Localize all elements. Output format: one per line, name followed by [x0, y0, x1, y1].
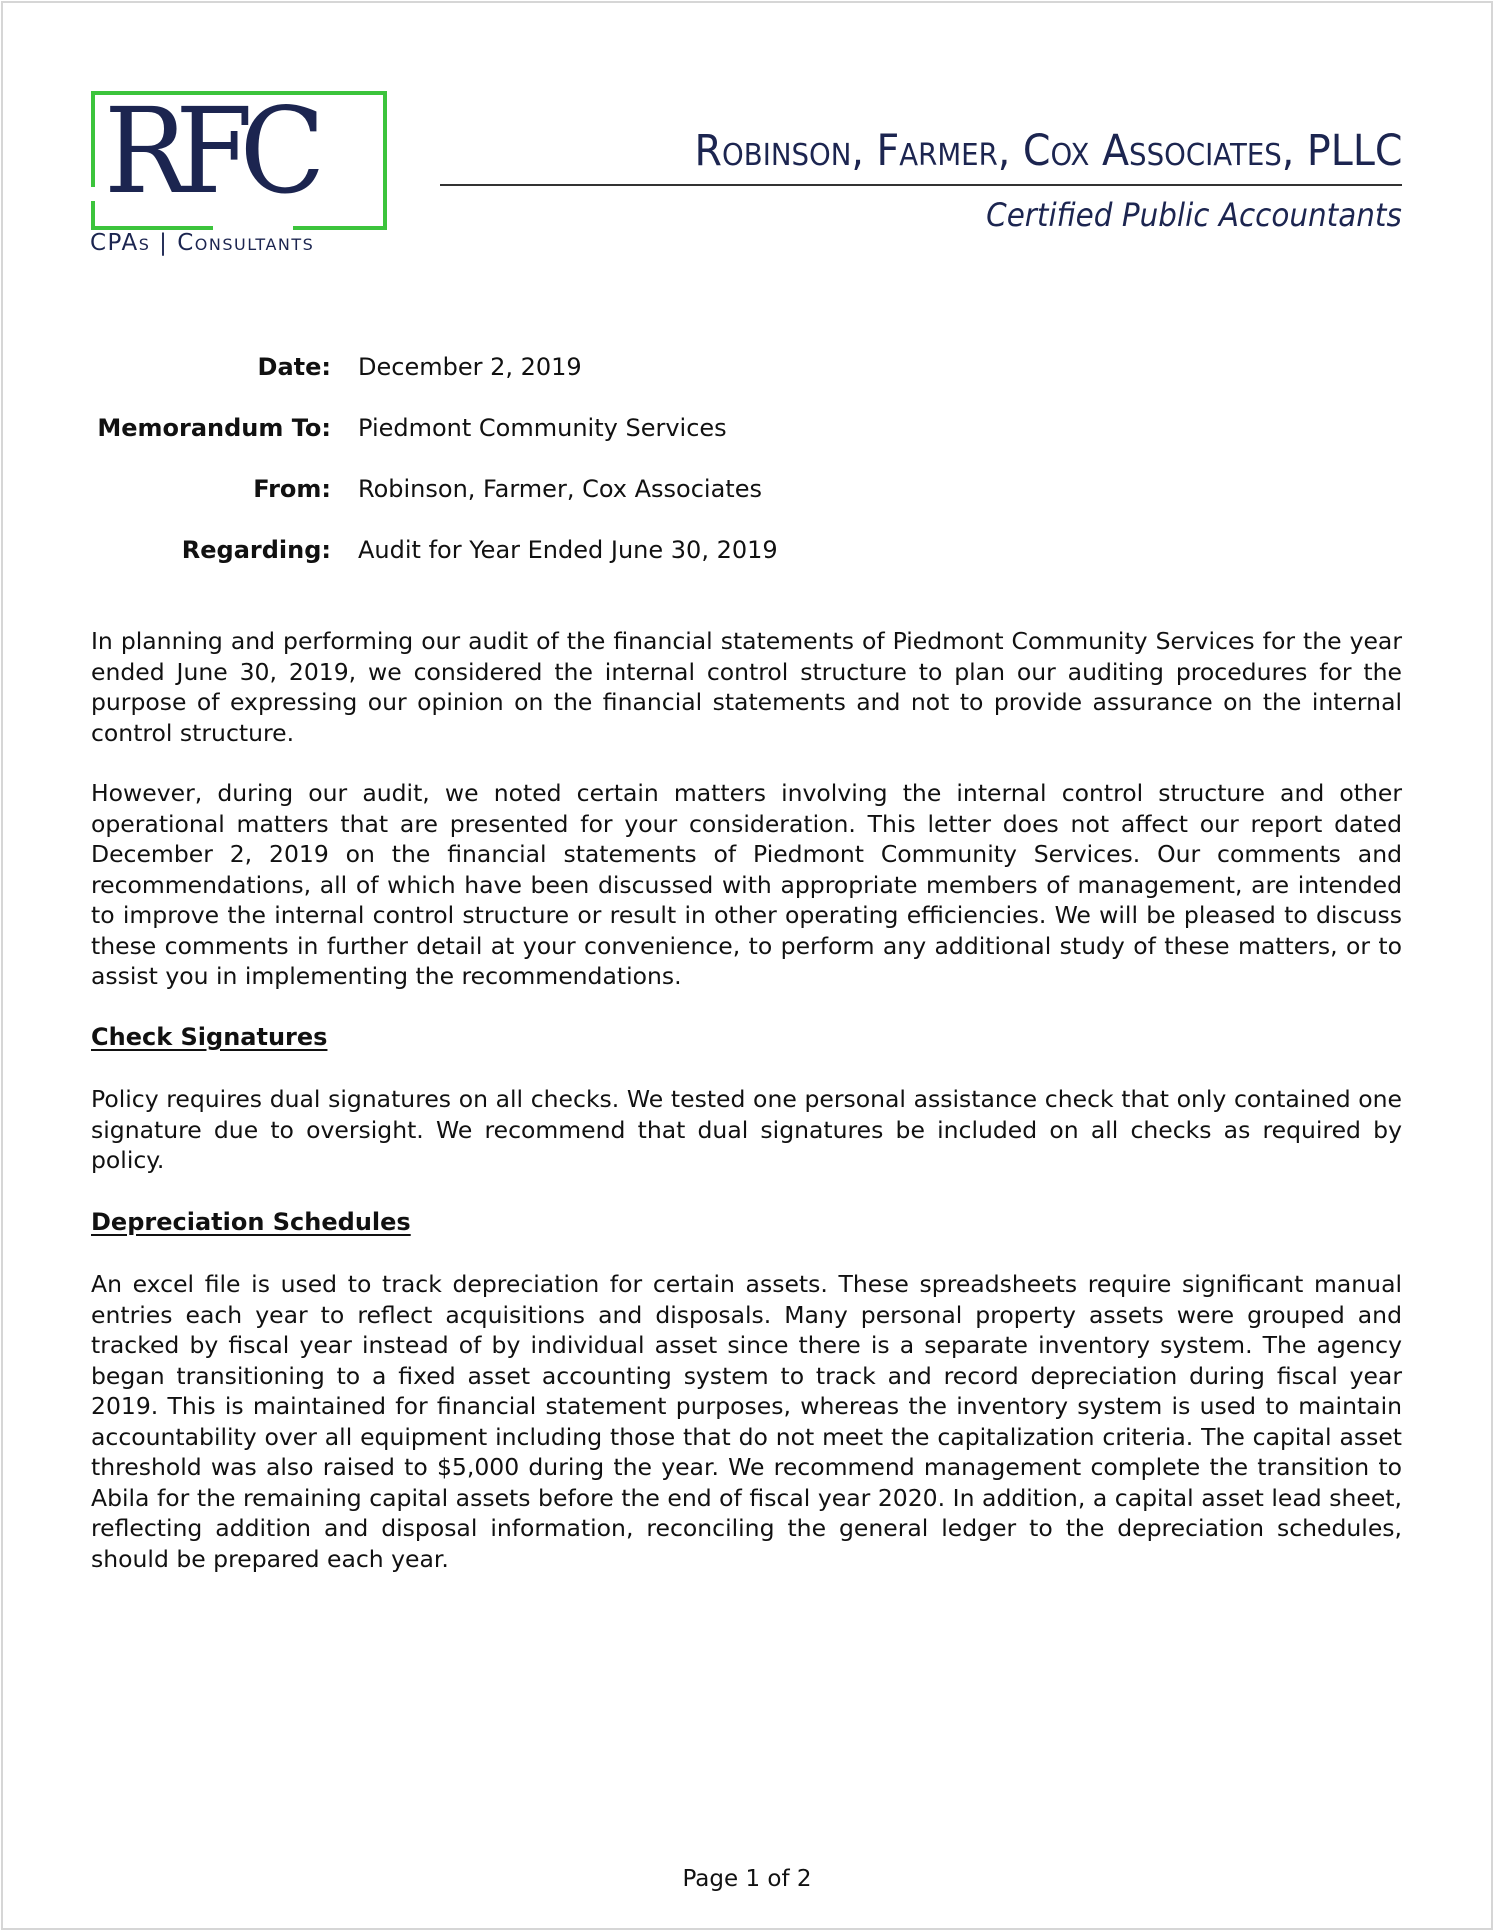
section-text-depreciation: An excel file is used to track depreciation for certain assets. These spreadsheets require significant manual entries each year to reflect acquisitions and disposals. Many personal property assets were grouped and tracked by fiscal year instead of by individual asset since there is a separate inventory system. The agency began transitioning to a fixed asset accounting system to track and record depreciation during fiscal year 2019. This is maintained for financial statement purposes, whereas the inventory system is used to maintain accountability over all equipment including those that do not meet the capitalization criteria. The capital asset threshold was also raised to $5,000 during the year. We recommend management complete the transition to Abila for the remaining capital assets before the end of fiscal year 2020. In addition, a capital asset lead sheet, reflecting addition and disposal information, reconciling the general ledger to the depreciation schedules, should be prepared each year. [91, 1270, 1402, 1573]
firm-name: Robinson, Farmer, Cox Associates, PLLC [694, 126, 1402, 176]
memo-label-regarding: Regarding: [181, 536, 331, 564]
logo-subtitle: CPAs | Consultants [90, 230, 315, 256]
memo-value-date: December 2, 2019 [358, 353, 582, 381]
intro-paragraph-1: In planning and performing our audit of the financial statements of Piedmont Community Services for the year ended June 30, 2019, we considered the internal control structure to plan our auditing procedures for the purpose of expressing our opinion on the financial statements and not to provide assurance on the internal control structure. [91, 627, 1402, 747]
section-text-check-signatures: Policy requires dual signatures on all checks. We tested one personal assistance check that only contained one signature due to oversight. We recommend that dual signatures be included on all checks as required by policy. [91, 1085, 1402, 1174]
section-heading-check-signatures: Check Signatures [91, 1023, 328, 1051]
memo-label-from: From: [253, 475, 331, 503]
memo-value-to: Piedmont Community Services [358, 414, 727, 442]
letterhead-divider [440, 184, 1402, 186]
memo-label-to: Memorandum To: [97, 414, 331, 442]
page-number: Page 1 of 2 [682, 1866, 812, 1892]
memo-label-date: Date: [257, 353, 331, 381]
logo-rfc: RFC [104, 82, 313, 220]
intro-paragraph-2: However, during our audit, we noted certain matters involving the internal control structure and other operational matters that are presented for your consideration. This letter does not affect our report dated December 2, 2019 on the financial statements of Piedmont Community Services. Our comments and recommendations, all of which have been discussed with appropriate members of management, are intended to improve the internal control structure or result in other operating efficiencies. We will be pleased to discuss these comments in further detail at your convenience, to perform any additional study of these matters, or to assist you in implementing the recommendations. [91, 779, 1402, 990]
section-heading-depreciation: Depreciation Schedules [91, 1208, 411, 1236]
memo-value-regarding: Audit for Year Ended June 30, 2019 [358, 536, 778, 564]
firm-tagline: Certified Public Accountants [986, 196, 1402, 234]
memo-value-from: Robinson, Farmer, Cox Associates [358, 475, 762, 503]
